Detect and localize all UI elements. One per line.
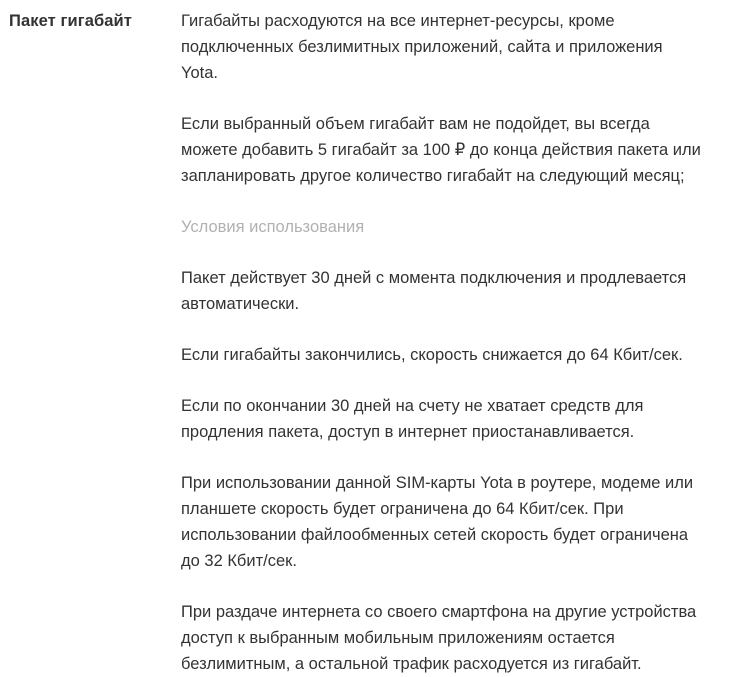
description-paragraph: Гигабайты расходуются на все интернет-ресурсы, кроме подключенных безлимитных приложений, сайта и приложения Yota. xyxy=(181,12,663,82)
description-paragraph: При использовании данной SIM-карты Yota в роутере, модеме или планшете скорость будет ограничена до 64 Кбит/сек. При использовании файлообменных сетей скорость будет ограничена до 32 Кбит/сек. xyxy=(181,474,694,570)
term-column xyxy=(9,8,181,34)
terms-subheading: Условия использования xyxy=(181,218,365,236)
description-paragraph: При раздаче интернета со своего смартфона на другие устройства доступ к выбранным мобильным приложениям остается безлимитным, а остальной трафик расходуется из гигабайт. xyxy=(181,603,697,673)
term-title: Пакет гигабайт xyxy=(9,12,132,30)
description-paragraph: Если по окончании 30 дней на счету не хватает средств для продления пакета, доступ в интернет приостанавливается. xyxy=(181,397,644,441)
description-paragraph: Пакет действует 30 дней с момента подключения и продлевается автоматически. xyxy=(181,269,687,313)
description-paragraph: Если выбранный объем гигабайт вам не подойдет, вы всегда можете добавить 5 гигабайт за 100 ₽ до конца действия пакета или запланировать другое количество гигабайт на следующий месяц; xyxy=(181,115,701,185)
term-description-column xyxy=(181,8,701,677)
description-paragraph: Если гигабайты закончились, скорость снижается до 64 Кбит/сек. xyxy=(181,346,683,364)
